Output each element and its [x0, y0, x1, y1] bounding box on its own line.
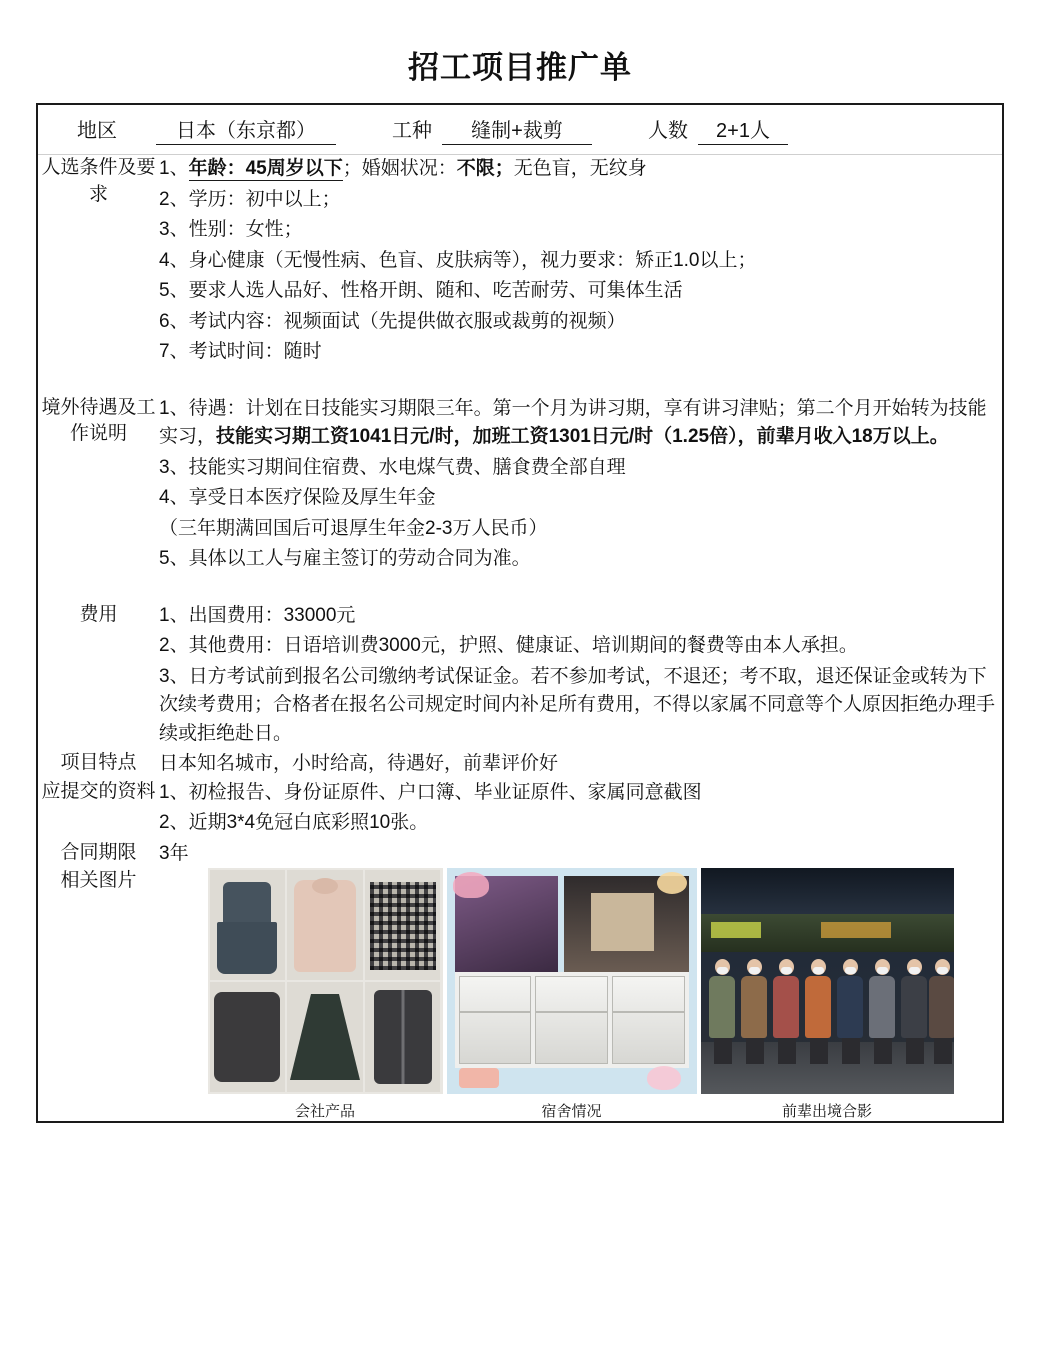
fee-line: 3、日方考试前到报名公司缴纳考试保证金。若不参加考试，不退还；考不取，退还保证金或转为下次续考费用；合格者在报名公司规定时间内补足所有费用，不得以家属不同意等个人原因拒绝办理手续或拒绝赴日。	[159, 665, 996, 744]
count-label: 人数	[648, 120, 688, 142]
page-title: 招工项目推广单	[408, 50, 632, 85]
table-row-header	[37, 104, 1003, 155]
company-products-photo	[208, 868, 443, 1094]
job-label: 工种	[392, 120, 432, 142]
row-label-treatment: 境外待遇及工作说明	[41, 396, 156, 445]
row-label-fees: 费用	[79, 603, 118, 625]
condition-line: 5、要求人选人品好、性格开朗、随和、吃苦耐劳、可集体生活	[159, 280, 683, 301]
condition-line: 4、身心健康（无慢性病、色盲、皮肤病等），视力要求：矫正1.0以上；	[159, 249, 757, 271]
row-body-conditions: 1、年龄：45周岁以下；婚姻状况：不限；无色盲，无纹身 2、学历：初中以上； 3、性别：女性； 4、身心健康（无慢性病、色盲、皮肤病等），视力要求：矫正1.0以上； 5、要求人选人品好、性格开朗、随和、吃苦耐劳、可集体生活 6、考试内容：视频面试（先提供做衣服或裁剪的视频） 7、考试时间：随时	[159, 155, 1003, 395]
job-value: 缝制+裁剪	[442, 114, 592, 145]
caption-dormitory: 宿舍情况	[541, 1103, 602, 1120]
group-photo	[701, 868, 954, 1094]
condition-line: 6、考试内容：视频面试（先提供做衣服或裁剪的视频）	[159, 310, 626, 332]
row-body-fees	[159, 602, 1003, 751]
row-body-images	[159, 868, 1003, 1122]
fee-line: 1、出国费用：33000元	[159, 604, 356, 626]
promotion-table	[36, 103, 1004, 1123]
row-body-features: 日本知名城市，小时给高，待遇好，前辈评价好	[159, 753, 559, 774]
row-body-contract: 3年	[159, 842, 189, 864]
row-label-contract: 合同期限	[60, 841, 137, 863]
table-row-conditions	[37, 155, 1003, 395]
document-line: 1、初检报告、身份证原件、户口簿、毕业证原件、家属同意截图	[159, 781, 702, 803]
condition-line: 3、性别：女性；	[159, 219, 303, 240]
row-label-features: 项目特点	[60, 752, 137, 773]
region-value: 日本（东京都）	[156, 114, 336, 145]
treatment-line: 4、享受日本医疗保险及厚生年金	[159, 487, 436, 508]
region-label: 地区	[77, 120, 117, 142]
table-row-images	[37, 868, 1003, 1122]
caption-products: 会社产品	[294, 1103, 355, 1120]
condition-line: 7、考试时间：随时	[159, 341, 322, 362]
row-label-documents: 应提交的资料	[41, 780, 156, 802]
fee-line: 2、其他费用：日语培训费3000元，护照、健康证、培训期间的餐费等由本人承担。	[159, 635, 858, 656]
document-line: 2、近期3*4免冠白底彩照10张。	[159, 812, 429, 833]
table-row-contract	[37, 840, 1003, 869]
row-label-images: 相关图片	[60, 870, 137, 891]
treatment-line: 3、技能实习期间住宿费、水电煤气费、膳食费全部自理	[159, 456, 626, 478]
row-body-treatment: 1、待遇：计划在日技能实习期限三年。第一个月为讲习期，享有讲习津贴；第二个月开始转为技能实习，技能实习期工资1041日元/时，加班工资1301日元/时（1.25倍），前辈月收入18万以上。 3、技能实习期间住宿费、水电煤气费、膳食费全部自理 4、享受日本医疗保险及厚生年金 （三年期满回国后可退厚生年金2-3万人民币） 5、具体以工人与雇主签订的劳动合同为准。	[159, 395, 1003, 602]
header-row	[38, 105, 1002, 154]
table-row-documents	[37, 779, 1003, 840]
treatment-line: （三年期满回国后可退厚生年金2-3万人民币）	[159, 517, 548, 539]
caption-group: 前辈出境合影	[781, 1103, 872, 1120]
dormitory-photo	[447, 868, 697, 1094]
condition-line: 2、学历：初中以上；	[159, 188, 341, 210]
table-row-fees	[37, 602, 1003, 751]
count-value: 2+1人	[698, 114, 788, 145]
table-row-features	[37, 750, 1003, 779]
row-label-conditions: 人选条件及要求	[41, 157, 156, 205]
treatment-line: 5、具体以工人与雇主签订的劳动合同为准。	[159, 548, 531, 569]
table-row-treatment	[37, 395, 1003, 602]
row-body-documents	[159, 779, 1003, 840]
